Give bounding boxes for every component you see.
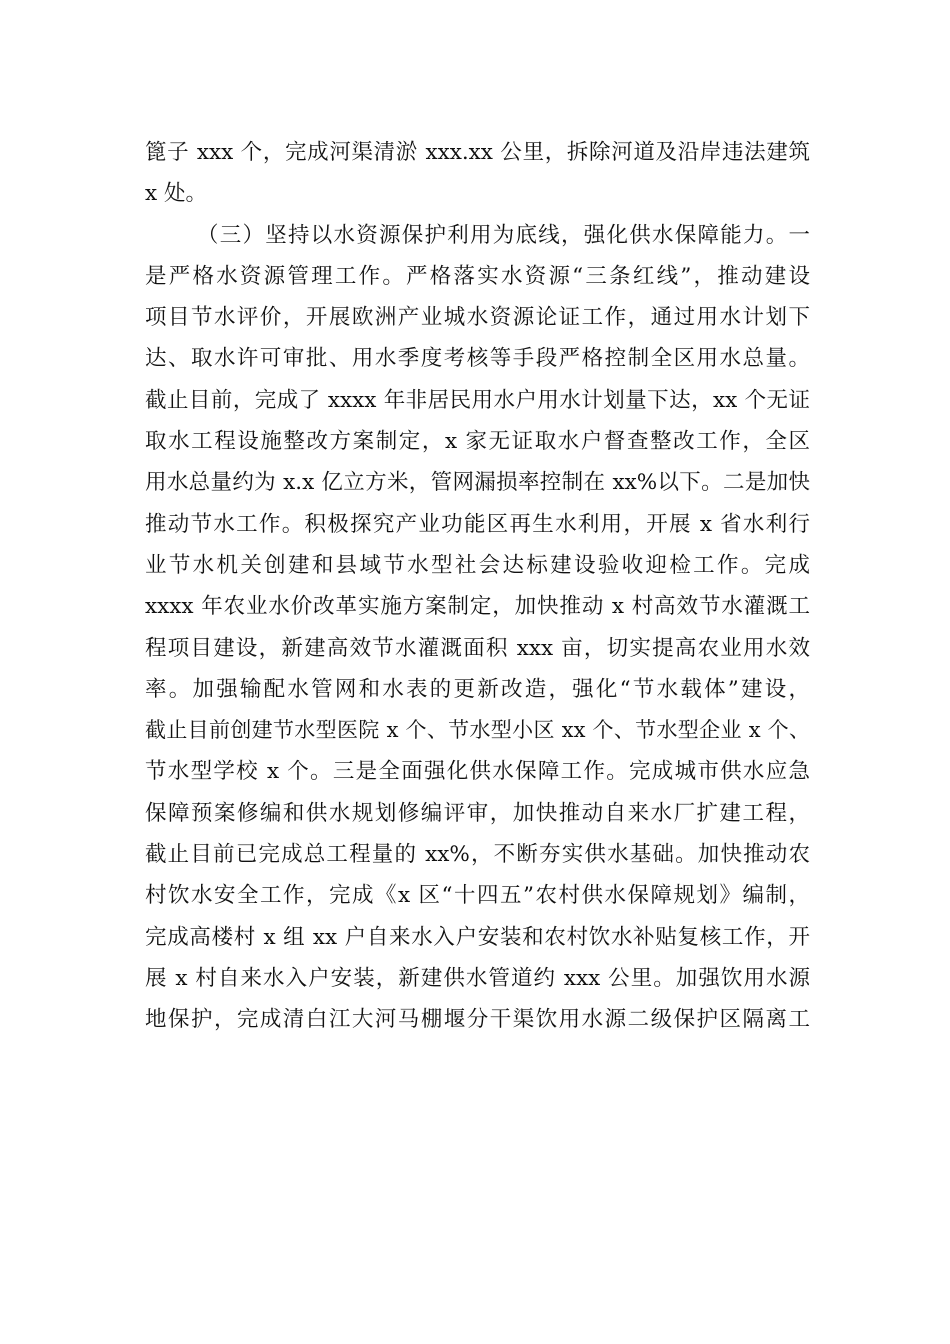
text-line-2: x 处。 [145,181,207,207]
text-line-10: 推动节水工作。积极探究产业功能区再生水利用，开展 x 省水利行 [145,511,810,537]
body-text [145,132,810,1041]
text-line-22: 地保护，完成清白江大河马棚堰分干渠饮用水源二级保护区隔离工 [145,1007,810,1033]
text-line-13: 程项目建设，新建高效节水灌溉面积 xxx 亩，切实提高农业用水效 [145,635,810,661]
text-line-16: 节水型学校 x 个。三是全面强化供水保障工作。完成城市供水应急 [145,759,810,785]
text-line-5: 项目节水评价，开展欧洲产业城水资源论证工作，通过用水计划下 [145,305,810,331]
text-line-9: 用水总量约为 x.x 亿立方米，管网漏损率控制在 xx%以下。二是加快 [145,470,810,496]
text-line-6: 达、取水许可审批、用水季度考核等手段严格控制全区用水总量。 [145,346,810,372]
text-line-11: 业节水机关创建和县域节水型社会达标建设验收迎检工作。完成 [145,552,810,578]
text-line-19: 村饮水安全工作，完成《x 区“十四五”农村供水保障规划》编制， [145,883,810,909]
text-line-21: 展 x 村自来水入户安装，新建供水管道约 xxx 公里。加强饮用水源 [145,965,810,991]
text-line-18: 截止目前已完成总工程量的 xx%，不断夯实供水基础。加快推动农 [145,842,810,868]
text-line-20: 完成高楼村 x 组 xx 户自来水入户安装和农村饮水补贴复核工作，开 [145,924,810,950]
text-line-7: 截止目前，完成了 xxxx 年非居民用水户用水计划量下达，xx 个无证 [145,387,810,413]
text-line-12: xxxx 年农业水价改革实施方案制定，加快推动 x 村高效节水灌溉工 [145,594,810,620]
text-line-14: 率。加强输配水管网和水表的更新改造，强化“节水载体”建设， [145,676,810,702]
text-line-17: 保障预案修编和供水规划修编评审，加快推动自来水厂扩建工程， [145,800,810,826]
text-line-1: 篦子 xxx 个，完成河渠清淤 xxx.xx 公里，拆除河道及沿岸违法建筑 [145,140,810,165]
text-line-8: 取水工程设施整改方案制定，x 家无证取水户督查整改工作，全区 [145,429,810,455]
text-line-4: 是严格水资源管理工作。严格落实水资源“三条红线”，推动建设 [145,263,810,289]
text-line-15: 截止目前创建节水型医院 x 个、节水型小区 xx 个、节水型企业 x 个、 [145,718,810,743]
section-heading-line: （三）坚持以水资源保护利用为底线，强化供水保障能力。一 [197,222,810,248]
